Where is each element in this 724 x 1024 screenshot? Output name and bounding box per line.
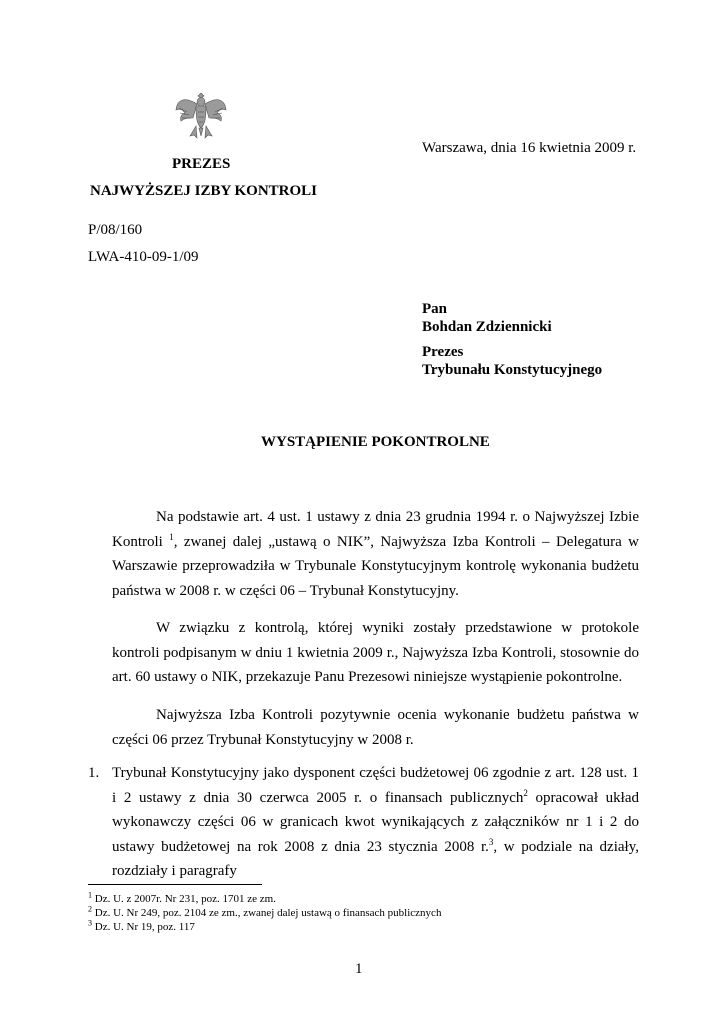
paragraph-text: Na podstawie art. 4 ust. 1 ustawy z dnia 23 grudnia 1994 r. o Najwyższej Izbie Kontroli	[112, 509, 639, 550]
list-item-text	[112, 761, 639, 884]
page-number: 1	[355, 961, 363, 977]
list-item-text-part: Trybunał Konstytucyjny jako dysponent części budżetowej 06 zgodnie z art. 128 ust. 1 i 2 ustawy z dnia 30 czerwca 2005 r. o finansach publicznych	[112, 765, 639, 806]
list-item-number: 1.	[88, 765, 100, 781]
footnote-separator	[88, 884, 262, 885]
footnote-ref: 2	[523, 787, 528, 798]
date-line: Warszawa, dnia 16 kwietnia 2009 r.	[422, 140, 637, 156]
reference-number: P/08/160	[88, 222, 143, 238]
paragraph-control-protocol: W związku z kontrolą, której wyniki zostały przedstawione w protokole kontroli podpisanym w dniu 1 kwietnia 2009 r., Najwyższa Izba Kontroli, stosownie do art. 60 ustawy o NIK, przekazuje Panu Prezesowi niniejsze wystąpienie pokontrolne.	[112, 620, 639, 685]
footnote	[88, 890, 276, 906]
paragraph-text: , zwanej dalej „ustawą o NIK”, Najwyższa Izba Kontroli – Delegatura w Warszawie przeprowadziła w Trybunale Konstytucyjnym kontrolę wykonania budżetu państwa w 2008 r. w części 06 – Trybunał Konstytucyjny.	[112, 533, 639, 599]
footnote-ref: 1	[169, 531, 174, 542]
footnote-mark: 1	[88, 890, 92, 900]
footnote-ref: 3	[488, 836, 494, 847]
list-item-text-part: , w podziale na działy, rozdziały i paragrafy	[112, 838, 639, 879]
footnote	[88, 904, 442, 920]
footnote-text: Dz. U. z 2007r. Nr 231, poz. 1701 ze zm.	[92, 893, 276, 905]
footnote-mark: 2	[88, 904, 92, 914]
case-number: LWA-410-09-1/09	[88, 249, 199, 265]
paragraph-assessment: Najwyższa Izba Kontroli pozytywnie ocenia wykonanie budżetu państwa w części 06 przez Trybunał Konstytucyjny w 2008 r.	[112, 707, 639, 748]
footnote	[88, 918, 195, 934]
recipient-institution: Trybunału Konstytucyjnego	[422, 362, 603, 378]
footnote-text: Dz. U. Nr 19, poz. 117	[92, 921, 195, 933]
sender-institution: NAJWYŻSZEJ IZBY KONTROLI	[90, 183, 317, 199]
recipient-salutation: Pan	[422, 301, 448, 317]
recipient-name: Bohdan Zdziennicki	[422, 319, 552, 335]
recipient-role: Prezes	[422, 344, 464, 360]
footnote-mark: 3	[88, 918, 92, 928]
polish-eagle-icon	[174, 88, 228, 140]
footnote-text: Dz. U. Nr 249, poz. 2104 ze zm., zwanej dalej ustawą o finansach publicznych	[92, 907, 442, 919]
paragraph-legal-basis	[112, 505, 639, 603]
list-item-text-part: opracował układ wykonawczy części 06 w granicach kwot wynikających z załączników nr 1 i 2 do ustawy budżetowej na rok 2008 z dnia 23 stycznia 2008 r.	[112, 789, 639, 855]
sender-title: PREZES	[172, 156, 231, 172]
document-heading: WYSTĄPIENIE POKONTROLNE	[261, 434, 490, 450]
